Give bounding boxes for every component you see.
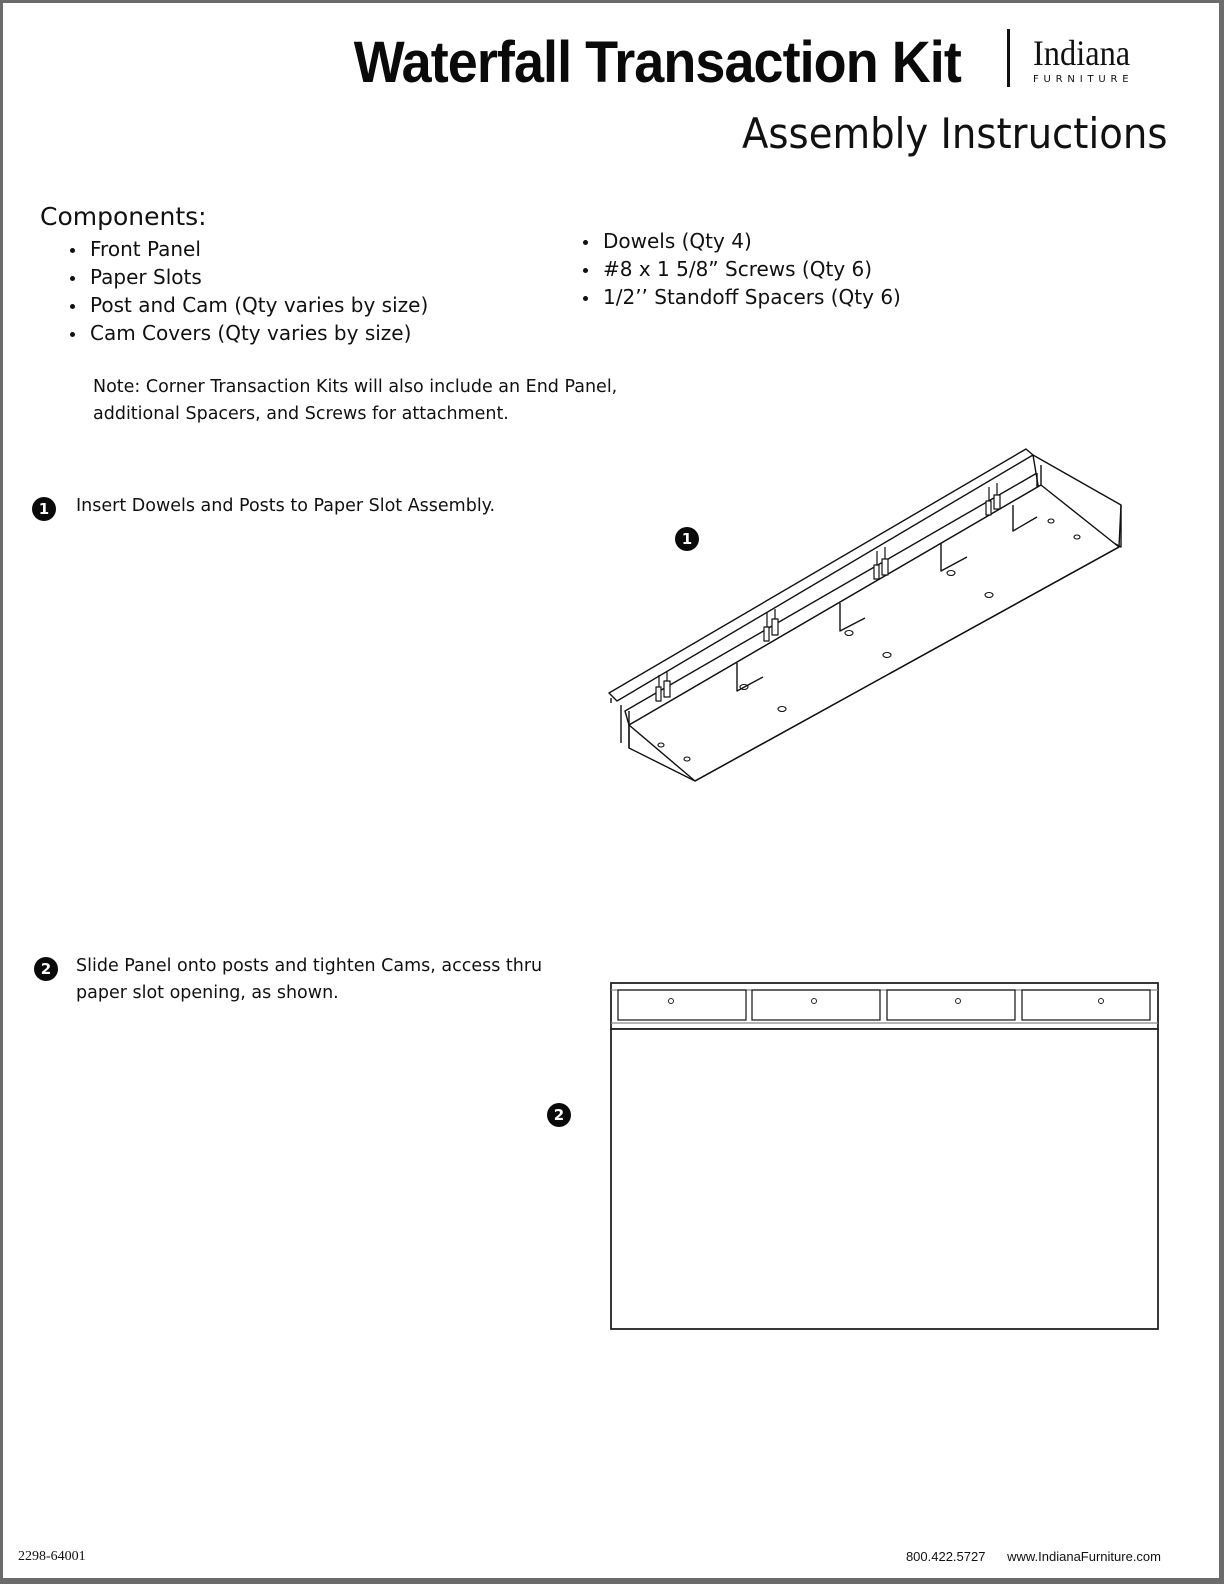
step-1-text (76, 493, 495, 520)
step-text-line: paper slot opening, as shown. (76, 983, 339, 1003)
component-item: 1/2’’ Standoff Spacers (Qty 6) (580, 283, 901, 311)
component-item: Front Panel (67, 235, 428, 263)
components-heading: Components: (40, 202, 207, 231)
components-list-right (580, 227, 901, 311)
document-subtitle: Assembly Instructions (741, 109, 1167, 158)
component-item: Paper Slots (67, 263, 428, 291)
components-list-left (67, 235, 428, 347)
step-text-line: Slide Panel onto posts and tighten Cams, access thru (76, 956, 543, 976)
component-item: Cam Covers (Qty varies by size) (67, 319, 428, 347)
component-item: Dowels (Qty 4) (580, 227, 901, 255)
step-2-text (76, 953, 542, 1007)
figure-2-label: 2 (547, 1103, 571, 1127)
step-2-badge: 2 (34, 957, 58, 981)
logo-tagline: FURNITURE (1033, 74, 1134, 85)
note-line: Note: Corner Transaction Kits will also include an End Panel, (93, 377, 618, 397)
base-panel (629, 485, 1119, 781)
component-item: #8 x 1 5/8” Screws (Qty 6) (580, 255, 901, 283)
website-link[interactable]: www.IndianaFurniture.com (1007, 1549, 1161, 1564)
part-number: 2298-64001 (18, 1549, 86, 1564)
contact-info (906, 1549, 1161, 1564)
step-text-line: Insert Dowels and Posts to Paper Slot Assembly. (76, 496, 496, 516)
component-item: Post and Cam (Qty varies by size) (67, 291, 428, 319)
front-panel-figure (609, 981, 1169, 1341)
document-title: Waterfall Transaction Kit (353, 30, 961, 95)
title-divider (1007, 29, 1010, 87)
step-1-badge: 1 (32, 497, 56, 521)
figure-1-label: 1 (675, 527, 699, 551)
note-line: additional Spacers, and Screws for attachment. (93, 404, 509, 424)
brand-logo (1033, 35, 1183, 85)
phone-number: 800.422.5727 (905, 1549, 986, 1564)
front-panel (611, 1029, 1158, 1329)
logo-name: Indiana (1033, 33, 1131, 73)
components-note (93, 374, 693, 428)
paper-slot-assembly-figure (601, 443, 1141, 793)
instruction-sheet (3, 3, 1219, 1578)
